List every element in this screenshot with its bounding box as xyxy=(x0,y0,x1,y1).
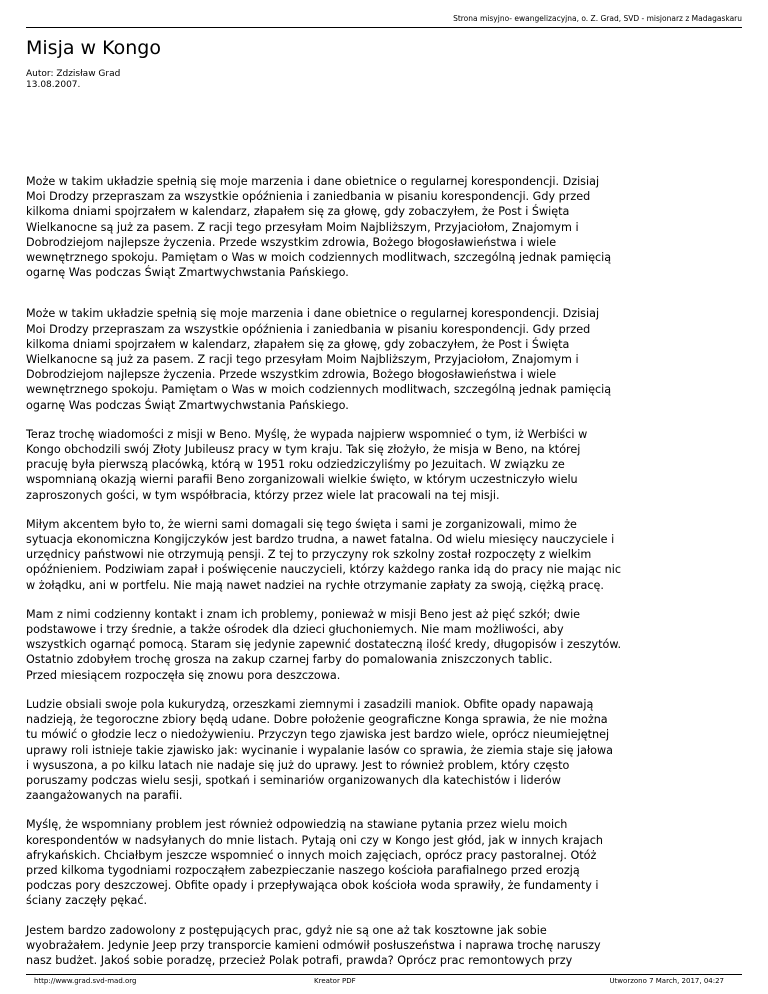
article-date: 13.08.2007. xyxy=(26,80,81,90)
article-body xyxy=(26,174,734,982)
footer-generator: Kreator PDF xyxy=(314,977,356,985)
paragraph-3: Teraz trochę wiadomości z misji w Beno. Myślę, że wypada najpierw wspomnieć o tym, iż Werbiści w Kongo obchodzili swój Złoty Jubileusz pracy w tym kraju. Tak się złożyło, że misja w Beno, na której pracuję była pierwszą placówką, którą w 1951 roku odziedziczyliśmy po Jezuitach. W związku ze wspomnianą okazją wierni parafii Beno zorganizowali wielkie święto, w którym uczestniczyło wielu zaproszonych gości, w tym współbracia, którzy przez wiele lat pracowali na tej misji. xyxy=(26,427,588,502)
footer-url: http://www.grad.svd-mad.org xyxy=(34,977,137,985)
page-footer xyxy=(26,974,742,987)
article-meta xyxy=(26,69,120,91)
page-title: Misja w Kongo xyxy=(26,37,161,59)
paragraph-6: Ludzie obsiali swoje pola kukurydzą, orzeszkami ziemnymi i zasadzili maniok. Obfite opady napawają nadzieją, że tegoroczne zbiory będą udane. Dobre położenie geograficzne Konga sprawia, że nie można tu mówić o głodzie lecz o niedożywieniu. Przyczyn tego zjawiska jest bardzo wiele, oprócz nieumiejętnej uprawy roli istnieje takie zjawisko jak: wycinanie i wypalanie lasów co sprawia, że ziemia staje się jałowa i wysuszona, a po kilku latach nie nadaje się już do uprawy. Jest to również problem, który często poruszamy podczas wielu sesji, spotkań i seminariów organizowanych dla katechistów i liderów zaangażowanych na parafii. xyxy=(26,697,614,803)
paragraph-2: Może w takim układzie spełnią się moje marzenia i dane obietnice o regularnej korespondencji. Dzisiaj Moi Drodzy przepraszam za wszystkie opóźnienia i zaniedbania w pisaniu korespondencji. Gdy przed kilkoma dniami spojrzałem w kalendarz, złapałem się za głowę, gdy zobaczyłem, że Post i Święta Wielkanocne są już za pasem. Z racji tego przesyłam Moim Najbliższym, Przyjaciołom, Znajomym i Dobrodziejom najlepsze życzenia. Przede wszystkim zdrowia, Bożego błogosławieństwa i wiele wewnętrznego spokoju. Pamiętam o Was w moich codziennych modlitwach, szczególną jednak pamięcią ogarnę Was podczas Świąt Zmartwychwstania Pańskiego. xyxy=(26,307,612,412)
paragraph-8: Jestem bardzo zadowolony z postępujących prac, gdyż nie są one aż tak kosztowne jak sobie wyobrażałem. Jedynie Jeep przy transporcie kamieni odmówił posłuszeństwa i naprawa trochę naruszy nasz budżet. Jakoś sobie poradzę, przecież Polak potrafi, prawda? Oprócz prac remontowych przy xyxy=(26,923,601,967)
paragraph-5: Mam z nimi codzienny kontakt i znam ich problemy, ponieważ w misji Beno jest aż pięć szkół; dwie podstawowe i trzy średnie, a także ośrodek dla dzieci głuchoniemych. Nie mam możliwości, aby wszystkich ogarnąć pomocą. Staram się jedynie zapewnić dostateczną ilość kredy, długopisów i zeszytów. Ostatnio zdobyłem trochę grosza na zakup czarnej farby do pomalowania zniszczonych tablic. Przed miesiącem rozpoczęła się znowu pora deszczowa. xyxy=(26,607,622,682)
footer-created-date: Utworzono 7 March, 2017, 04:27 xyxy=(609,977,724,985)
paragraph-4: Miłym akcentem było to, że wierni sami domagali się tego święta i sami je zorganizowali, mimo że sytuacja ekonomiczna Kongijczyków jest bardzo trudna, a nawet fatalna. Od wielu miesięcy nauczyciele i urzędnicy państwowi nie otrzymują pensji. Z tej to przyczyny rok szkolny został rozpoczęty z wielkim opóźnieniem. Podziwiam zapał i poświęcenie nauczycieli, którzy każdego ranka idą do pracy nie mając nic w żołądku, ani w portfelu. Nie mają nawet nadziei na rychłe otrzymanie zapłaty za swoją, ciężką pracę. xyxy=(26,517,622,592)
author-line: Autor: Zdzisław Grad xyxy=(26,69,121,79)
page-header xyxy=(26,14,742,28)
paragraph-7: Myślę, że wspomniany problem jest również odpowiedzią na stawiane pytania przez wielu moich korespondentów w nadsyłanych do mnie listach. Pytają oni czy w Kongo jest głód, jak w innych krajach afrykańskich. Chciałbym jeszcze wspomnieć o innych moich zajęciach, oprócz pracy pastoralnej. Otóż przed kilkoma tygodniami rozpocząłem zabezpieczanie naszego kościoła parafialnego przed erozją podczas pory deszczowej. Obfite opady i przepływająca obok kościoła woda sprawiły, że fundamenty i ściany zaczęły pękać. xyxy=(26,818,603,908)
paragraph-1: Może w takim układzie spełnią się moje marzenia i dane obietnice o regularnej korespondencji. Dzisiaj Moi Drodzy przepraszam za wszystkie opóźnienia i zaniedbania w pisaniu korespondencji. Gdy przed kilkoma dniami spojrzałem w kalendarz, złapałem się za głowę, gdy zobaczyłem, że Post i Święta Wielkanocne są już za pasem. Z racji tego przesyłam Moim Najbliższym, Przyjaciołom, Znajomym i Dobrodziejom najlepsze życzenia. Przede wszystkim zdrowia, Bożego błogosławieństwa i wiele wewnętrznego spokoju. Pamiętam o Was w moich codziennych modlitwach, szczególną jednak pamięcią ogarnę Was podczas Świąt Zmartwychwstania Pańskiego. xyxy=(26,175,612,280)
site-title: Strona misyjno- ewangelizacyjna, o. Z. Grad, SVD - misjonarz z Madagaskaru xyxy=(453,14,742,23)
